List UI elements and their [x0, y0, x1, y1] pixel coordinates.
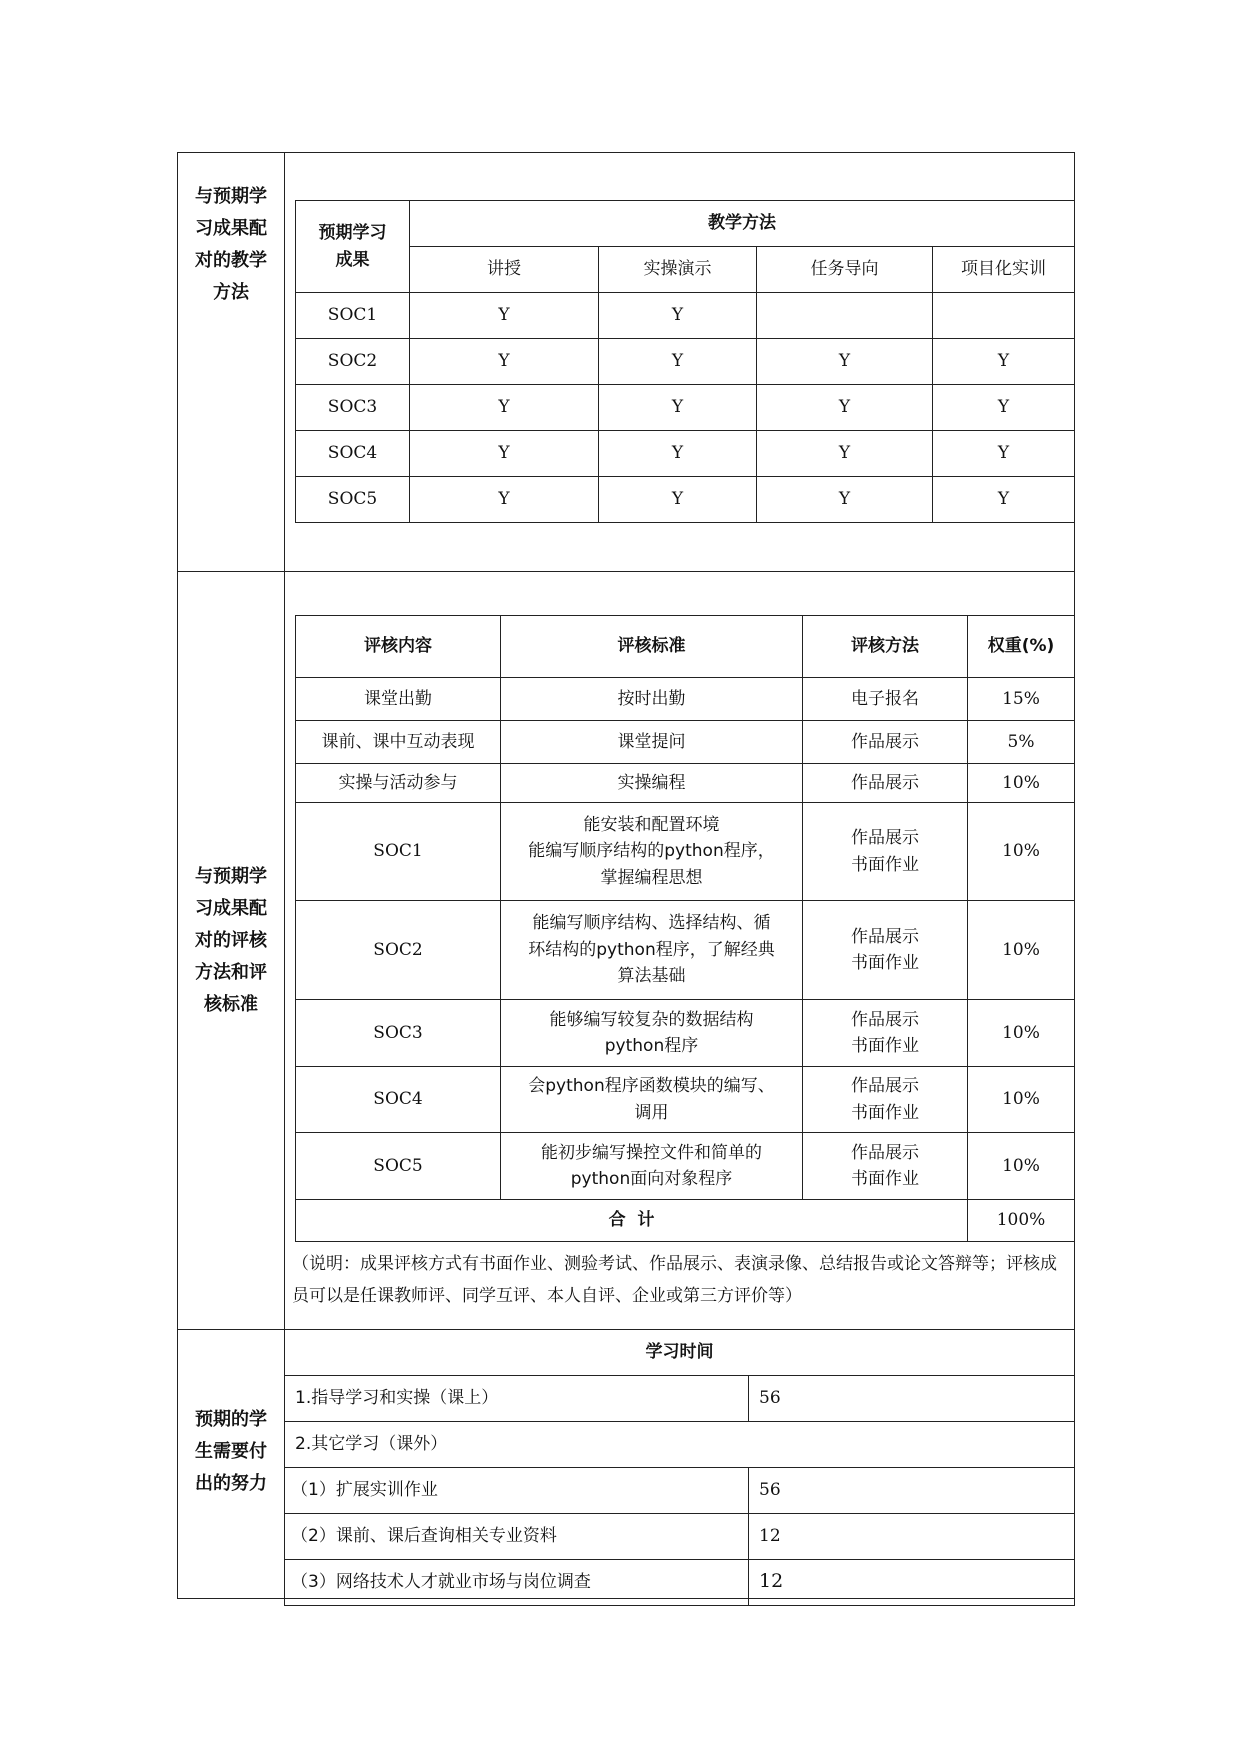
mark-cell: Y [599, 431, 757, 477]
soc-cell: SOC2 [296, 339, 410, 385]
assessment-table [295, 615, 1075, 1242]
section1-label: 与预期学 习成果配 对的教学 方法 [195, 186, 267, 303]
table-row [296, 803, 1075, 901]
table-row [296, 385, 1075, 431]
weight-cell: 5% [968, 721, 1075, 764]
content-cell: SOC4 [296, 1067, 501, 1133]
standard-cell: 能初步编写操控文件和简单的 python面向对象程序 [501, 1133, 803, 1200]
table-row [285, 1559, 1075, 1605]
table-row [296, 293, 1075, 339]
mark-cell: Y [933, 477, 1075, 523]
header-method: 评核方法 [803, 616, 968, 678]
weight-cell: 15% [968, 678, 1075, 721]
mark-cell: Y [933, 339, 1075, 385]
mark-cell: Y [599, 293, 757, 339]
mark-cell: Y [410, 385, 599, 431]
study-time-title: 学习时间 [285, 1329, 1075, 1375]
mark-cell: Y [933, 385, 1075, 431]
mark-cell: Y [599, 477, 757, 523]
table-row [296, 339, 1075, 385]
weight-cell: 10% [968, 803, 1075, 901]
standard-cell: 会python程序函数模块的编写、 调用 [501, 1067, 803, 1133]
item1-label: 1.指导学习和实操（课上） [285, 1375, 749, 1421]
header-weight: 权重(%) [968, 616, 1075, 678]
header-teaching-methods: 教学方法 [410, 201, 1075, 247]
sub3-value: 12 [749, 1559, 1075, 1605]
sub3-label: （3）网络技术人才就业市场与岗位调查 [285, 1559, 749, 1605]
table-row [296, 1067, 1075, 1133]
table-row [296, 477, 1075, 523]
section-divider-1 [177, 571, 1074, 572]
total-label: 合 计 [296, 1200, 968, 1242]
table-row [296, 1133, 1075, 1200]
study-time-table [284, 1329, 1075, 1606]
content-cell: 课堂出勤 [296, 678, 501, 721]
assessment-note: （说明：成果评核方式有书面作业、测验考试、作品展示、表演录像、总结报告或论文答辩等；评核成员可以是任课教师评、同学互评、本人自评、企业或第三方评价等） [292, 1254, 1057, 1306]
method-demo: 实操演示 [599, 247, 757, 293]
mark-cell: Y [757, 339, 933, 385]
header-standard: 评核标准 [501, 616, 803, 678]
standard-cell: 能编写顺序结构、选择结构、循 环结构的python程序，了解经典 算法基础 [501, 901, 803, 1000]
standard-cell: 能安装和配置环境 能编写顺序结构的python程序， 掌握编程思想 [501, 803, 803, 901]
table-row [285, 1375, 1075, 1421]
sub1-label: （1）扩展实训作业 [285, 1467, 749, 1513]
mark-cell: Y [410, 431, 599, 477]
sub2-label: （2）课前、课后查询相关专业资料 [285, 1513, 749, 1559]
method-cell: 作品展示 书面作业 [803, 1000, 968, 1067]
outer-top-border [177, 152, 1074, 153]
table-row [296, 1000, 1075, 1067]
mark-cell: Y [757, 477, 933, 523]
header-expected-outcome: 预期学习 成果 [296, 201, 410, 293]
item2-label: 2.其它学习（课外） [285, 1421, 1075, 1467]
item1-value: 56 [749, 1375, 1075, 1421]
total-value: 100% [968, 1200, 1075, 1242]
table-row [296, 431, 1075, 477]
soc-cell: SOC1 [296, 293, 410, 339]
standard-cell: 课堂提问 [501, 721, 803, 764]
mark-cell: Y [599, 339, 757, 385]
mark-cell [933, 293, 1075, 339]
teaching-methods-table [295, 200, 1075, 523]
sub2-value: 12 [749, 1513, 1075, 1559]
method-cell: 作品展示 书面作业 [803, 803, 968, 901]
method-project: 项目化实训 [933, 247, 1075, 293]
standard-cell: 按时出勤 [501, 678, 803, 721]
soc-cell: SOC3 [296, 385, 410, 431]
standard-cell: 实操编程 [501, 764, 803, 803]
method-cell: 作品展示 [803, 764, 968, 803]
weight-cell: 10% [968, 1000, 1075, 1067]
mark-cell: Y [410, 339, 599, 385]
mark-cell: Y [757, 385, 933, 431]
method-cell: 作品展示 书面作业 [803, 1067, 968, 1133]
table-row [296, 678, 1075, 721]
content-cell: SOC3 [296, 1000, 501, 1067]
weight-cell: 10% [968, 1133, 1075, 1200]
mark-cell: Y [599, 385, 757, 431]
method-cell: 作品展示 书面作业 [803, 901, 968, 1000]
section2-label: 与预期学 习成果配 对的评核 方法和评 核标准 [195, 866, 267, 1015]
soc-cell: SOC5 [296, 477, 410, 523]
mark-cell: Y [933, 431, 1075, 477]
table-row [285, 1421, 1075, 1467]
mark-cell: Y [410, 293, 599, 339]
method-task: 任务导向 [757, 247, 933, 293]
header-content: 评核内容 [296, 616, 501, 678]
table-row [285, 1467, 1075, 1513]
content-cell: 实操与活动参与 [296, 764, 501, 803]
mark-cell: Y [757, 431, 933, 477]
section3-label: 预期的学 生需要付 出的努力 [195, 1409, 267, 1494]
method-lecture: 讲授 [410, 247, 599, 293]
content-cell: SOC5 [296, 1133, 501, 1200]
content-cell: 课前、课中互动表现 [296, 721, 501, 764]
table-row [296, 721, 1075, 764]
mark-cell [757, 293, 933, 339]
mark-cell: Y [410, 477, 599, 523]
standard-cell: 能够编写较复杂的数据结构 python程序 [501, 1000, 803, 1067]
weight-cell: 10% [968, 901, 1075, 1000]
table-row [296, 901, 1075, 1000]
content-cell: SOC2 [296, 901, 501, 1000]
method-cell: 作品展示 [803, 721, 968, 764]
weight-cell: 10% [968, 764, 1075, 803]
sub1-value: 56 [749, 1467, 1075, 1513]
table-row [285, 1513, 1075, 1559]
soc-cell: SOC4 [296, 431, 410, 477]
content-cell: SOC1 [296, 803, 501, 901]
weight-cell: 10% [968, 1067, 1075, 1133]
method-cell: 电子报名 [803, 678, 968, 721]
total-row [296, 1200, 1075, 1242]
method-cell: 作品展示 书面作业 [803, 1133, 968, 1200]
table-row [296, 764, 1075, 803]
